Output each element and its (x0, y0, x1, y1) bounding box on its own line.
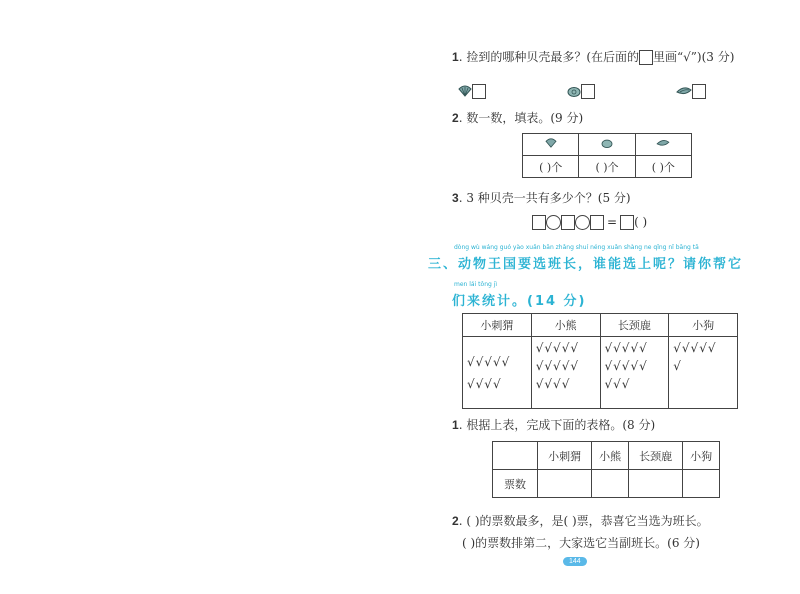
count-blank-1[interactable]: ( )个 (523, 156, 579, 178)
equals-sign: = (607, 215, 618, 229)
count-blank-3[interactable]: ( )个 (635, 156, 691, 178)
question-2-text: . 数一数，填表。(9 分) (458, 111, 584, 125)
count-header-hedgehog: 小刺猬 (538, 442, 592, 470)
question-2-number: 2 (452, 111, 459, 125)
shell-c-option (676, 81, 706, 101)
header-giraffe: 长颈鹿 (600, 314, 669, 337)
votes-input-dog[interactable] (683, 470, 720, 498)
shell-b-check-box[interactable] (581, 84, 595, 99)
section-3-title-2: 们来统计。(14 分) (452, 294, 587, 309)
tally-bear (531, 337, 600, 409)
count-header-bear: 小熊 (592, 442, 629, 470)
count-blank-2[interactable]: ( )个 (579, 156, 635, 178)
count-header-giraffe: 长颈鹿 (628, 442, 682, 470)
shell-c-check-box[interactable] (692, 84, 706, 99)
part-2-text-1: . ( )的票数最多，是( )票，恭喜它当选为班长。 (458, 514, 709, 528)
tally-line: √√√√√ (535, 341, 579, 355)
tally-line: √√√√√ (673, 341, 717, 355)
part-2-number: 2 (452, 514, 459, 528)
sum-box[interactable] (620, 215, 634, 230)
row-label-votes: 票数 (493, 470, 538, 498)
question-1-text-2: 里画“√”)(3 分) (653, 50, 735, 64)
tally-line: √√√√√ (604, 359, 648, 373)
shell-a-check-box[interactable] (472, 84, 486, 99)
votes-input-bear[interactable] (592, 470, 629, 498)
scallop-header (523, 134, 579, 156)
part-2-line-1 (452, 512, 709, 529)
vote-count-table (492, 441, 720, 498)
tally-giraffe (600, 337, 669, 409)
tally-dog (669, 337, 738, 409)
addend-box-3[interactable] (590, 215, 604, 230)
shell-b-option (567, 81, 595, 101)
count-header-dog: 小狗 (683, 442, 720, 470)
tally-line: √√√√√ (467, 354, 511, 369)
shell-count-table (522, 133, 692, 178)
part-1-number: 1 (452, 418, 459, 432)
page-number: 144 (563, 557, 587, 566)
sum-equation (532, 215, 647, 230)
tally-hedgehog (463, 337, 532, 409)
addend-box-1[interactable] (532, 215, 546, 230)
header-bear: 小熊 (531, 314, 600, 337)
header-hedgehog: 小刺猬 (463, 314, 532, 337)
question-3-number: 3 (452, 191, 459, 205)
conch-shell-icon (676, 82, 692, 101)
votes-input-hedgehog[interactable] (538, 470, 592, 498)
snail-shell-icon (567, 82, 581, 101)
scallop-shell-icon (545, 138, 557, 148)
vote-tally-table (462, 313, 738, 409)
snail-header (579, 134, 635, 156)
snail-shell-icon (601, 138, 613, 148)
question-1-number: 1 (452, 50, 459, 64)
question-3-text: . 3 种贝壳一共有多少个？(5 分) (458, 191, 631, 205)
section-3-pinyin-1: dòng wù wáng guó yào xuǎn bān zhǎng shuí néng xuǎn shàng ne qǐng nǐ bāng tā (454, 244, 699, 251)
part-1-text: . 根据上表，完成下面的表格。(8 分) (458, 418, 656, 432)
tally-line: √√√√√ (535, 359, 579, 373)
operator-circle-1[interactable] (546, 215, 561, 230)
section-3-title-1: 三、动物王国要选班长，谁能选上呢？请你帮它 (428, 257, 744, 272)
addend-box-2[interactable] (561, 215, 575, 230)
tally-line: √√√ (604, 377, 631, 391)
question-1-text: . 捡到的哪种贝壳最多？(在后面的 (458, 50, 639, 64)
votes-input-giraffe[interactable] (628, 470, 682, 498)
header-dog: 小狗 (669, 314, 738, 337)
conch-shell-icon (656, 138, 670, 148)
shell-a-option (458, 81, 486, 101)
sum-unit-blank[interactable]: ( ) (634, 215, 648, 229)
question-1 (452, 48, 734, 65)
question-3 (452, 189, 631, 206)
operator-circle-2[interactable] (575, 215, 590, 230)
tally-line: √√√√ (467, 376, 502, 391)
tally-line: √√√√ (535, 377, 571, 391)
section-3-pinyin-2: men lái tǒng jì (454, 281, 498, 288)
corner-cell (493, 442, 538, 470)
tally-line: √ (673, 359, 682, 373)
answer-box[interactable] (639, 50, 653, 65)
part-2-line-2: ( )的票数排第二，大家选它当副班长。(6 分) (462, 536, 700, 550)
scallop-shell-icon (458, 82, 472, 101)
question-2 (452, 109, 583, 126)
tally-line: √√√√√ (604, 341, 648, 355)
part-1 (452, 416, 655, 433)
conch-header (635, 134, 691, 156)
